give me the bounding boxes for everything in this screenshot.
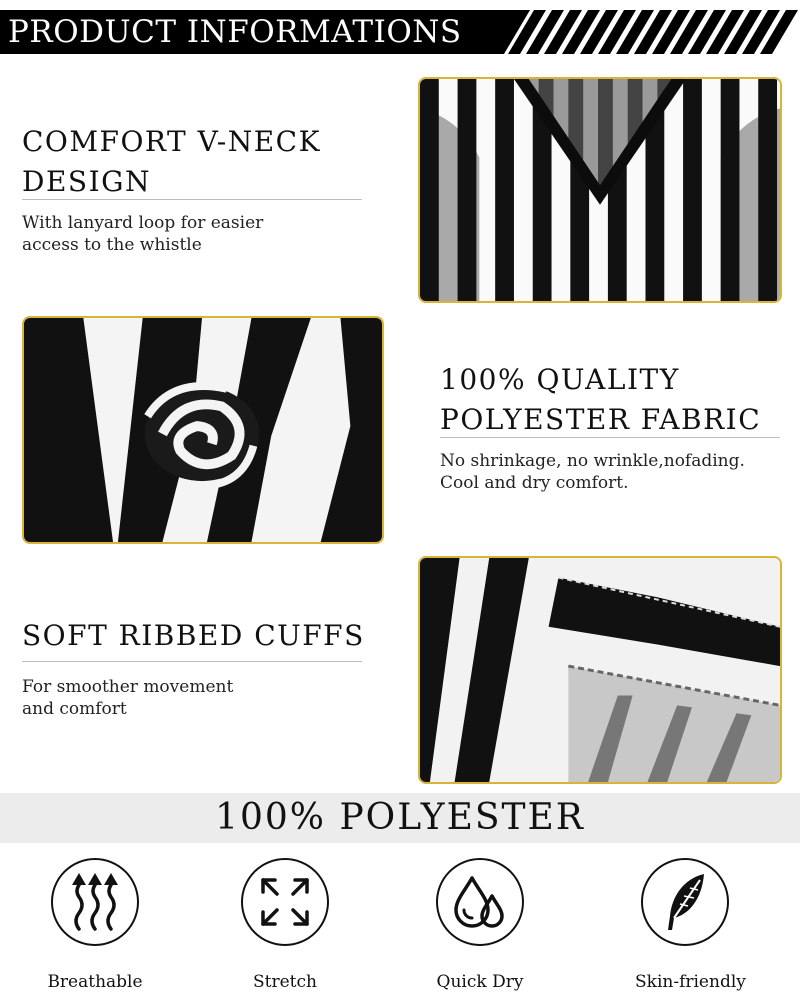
section-title-fabric	[440, 360, 761, 440]
section-title-line: COMFORT V-NECK	[22, 125, 321, 158]
feather-icon	[660, 872, 710, 932]
feature-label: Breathable	[47, 972, 143, 992]
material-band	[0, 793, 800, 843]
section-desc-vneck	[22, 212, 263, 256]
desc-line: access to the whistle	[22, 235, 202, 255]
photo-vneck-collar	[418, 77, 782, 303]
feature-label: Quick Dry	[436, 972, 524, 992]
photo-fabric-swirl	[22, 316, 384, 544]
section-title-line: DESIGN	[22, 165, 151, 198]
section-title-line: SOFT RIBBED CUFFS	[22, 619, 365, 652]
feature-circle	[51, 858, 139, 946]
divider	[22, 199, 362, 200]
feature-skin-friendly	[635, 858, 746, 992]
water-drops-icon	[452, 874, 508, 930]
desc-line: Cool and dry comfort.	[440, 473, 629, 493]
photo-ribbed-cuffs	[418, 556, 782, 784]
header-stripes-decoration	[490, 0, 800, 68]
section-title-cuffs	[22, 616, 365, 656]
feature-label: Stretch	[253, 972, 317, 992]
section-title-line: POLYESTER FABRIC	[440, 403, 762, 436]
feature-circle	[436, 858, 524, 946]
section-title-vneck	[22, 122, 321, 202]
breathable-arrows-icon	[69, 871, 121, 933]
stretch-arrows-icon	[261, 878, 309, 926]
feature-circle	[241, 858, 329, 946]
divider	[440, 437, 780, 438]
section-title-line: 100% QUALITY	[440, 363, 680, 396]
feature-circle	[641, 858, 729, 946]
desc-line: No shrinkage, no wrinkle,nofading.	[440, 451, 745, 471]
feature-label: Skin-friendly	[635, 972, 746, 992]
desc-line: With lanyard loop for easier	[22, 213, 264, 233]
desc-line: and comfort	[22, 699, 127, 719]
material-label: 100% POLYESTER	[215, 797, 585, 838]
section-desc-cuffs	[22, 676, 233, 720]
header-banner	[0, 0, 800, 68]
page-title: PRODUCT INFORMATIONS	[8, 14, 462, 50]
divider	[22, 661, 362, 662]
section-desc-fabric	[440, 450, 745, 494]
feature-quick-dry	[430, 858, 530, 992]
feature-breathable	[45, 858, 145, 992]
desc-line: For smoother movement	[22, 677, 234, 697]
feature-stretch	[235, 858, 335, 992]
